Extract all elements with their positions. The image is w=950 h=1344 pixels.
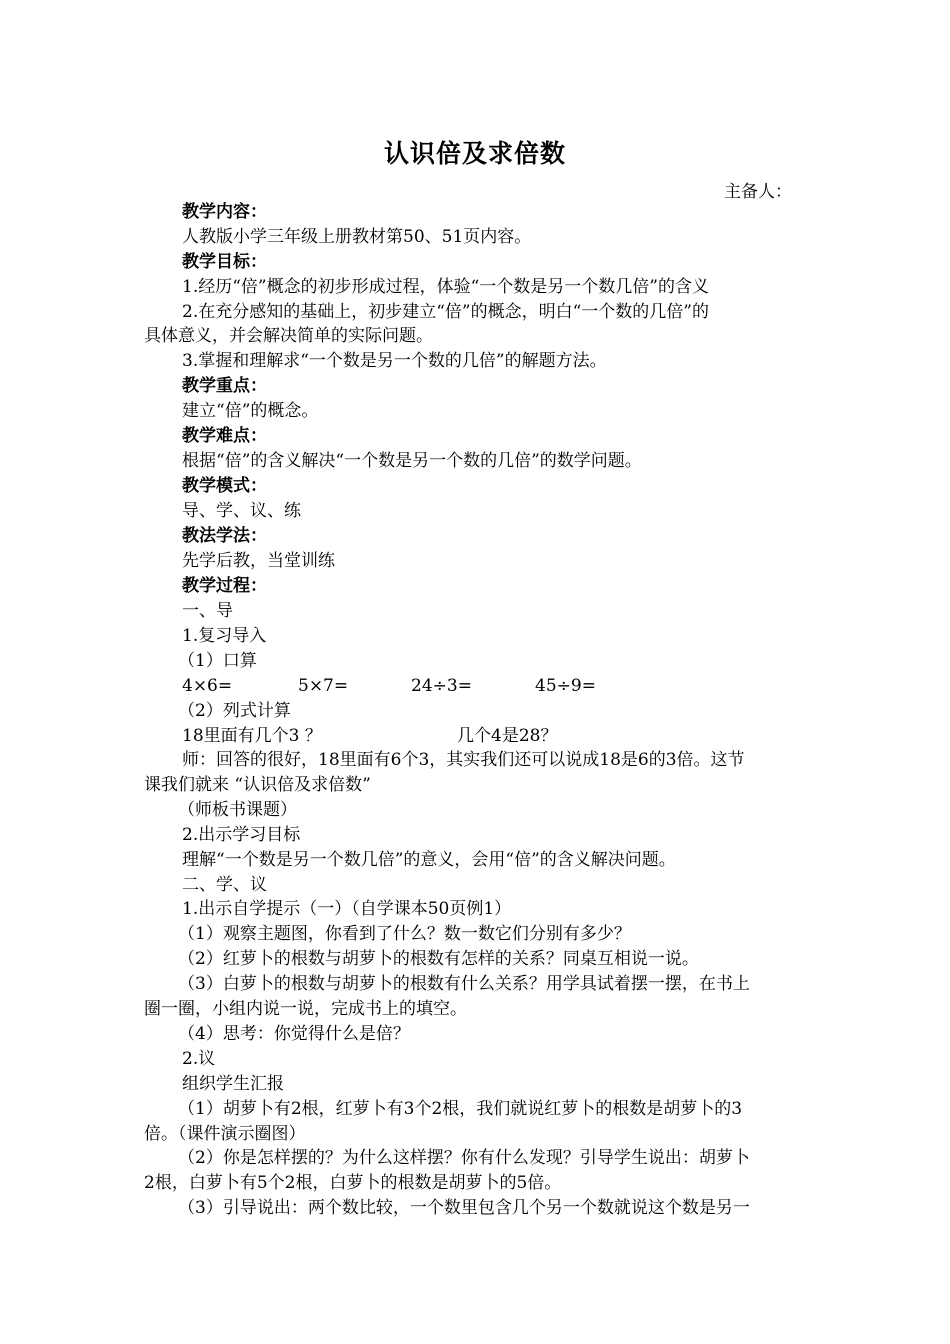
heading-methods: 教法学法： [182, 526, 267, 546]
paragraph-line: 导、学、议、练 [182, 501, 301, 521]
heading-content: 教学内容： [182, 202, 267, 222]
oral-calc-item: 4×6= [182, 676, 233, 696]
paragraph-line: 2.在充分感知的基础上，初步建立“倍”的概念，明白“一个数的几倍”的 [182, 302, 709, 322]
paragraph-line: 2根，白萝卜有5个2根，白萝卜的根数是胡萝卜的5倍。 [144, 1173, 562, 1193]
heading-key-points: 教学重点： [182, 376, 267, 396]
page-title: 认识倍及求倍数 [383, 139, 566, 168]
paragraph-line: 3.掌握和理解求“一个数是另一个数的几倍”的解题方法。 [182, 351, 607, 371]
paragraph-line: 圈一圈，小组内说一说，完成书上的填空。 [144, 999, 467, 1019]
paragraph-line: 组织学生汇报 [182, 1074, 284, 1094]
heading-objectives: 教学目标： [182, 252, 267, 272]
paragraph-line: （3）引导说出：两个数比较，一个数里包含几个另一个数就说这个数是另一 [178, 1198, 750, 1218]
paragraph-line: 2.议 [182, 1049, 216, 1069]
paragraph-line: 2.出示学习目标 [182, 825, 301, 845]
heading-process: 教学过程： [182, 576, 267, 596]
heading-mode: 教学模式： [182, 476, 267, 496]
paragraph-line: 一、导 [182, 601, 233, 621]
preparer-label: 主备人： [724, 182, 792, 202]
paragraph-line: （1）胡萝卜有2根，红萝卜有3个2根，我们就说红萝卜的根数是胡萝卜的3 [178, 1099, 743, 1119]
paragraph-line: 建立“倍”的概念。 [182, 401, 319, 421]
paragraph-line: 1.复习导入 [182, 626, 267, 646]
paragraph-line: 理解“一个数是另一个数几倍”的意义，会用“倍”的含义解决问题。 [182, 850, 676, 870]
paragraph-line: （师板书课题） [178, 800, 297, 820]
paragraph-line: 课我们就来 “认识倍及求倍数” [144, 775, 371, 795]
paragraph-line: （4）思考：你觉得什么是倍？ [178, 1024, 410, 1044]
paragraph-line: 具体意义，并会解决简单的实际问题。 [144, 326, 433, 346]
paragraph-line: 根据“倍”的含义解决“一个数是另一个数的几倍”的数学问题。 [182, 451, 642, 471]
oral-calc-item: 5×7= [298, 676, 349, 696]
paragraph-line: （2）红萝卜的根数与胡萝卜的根数有怎样的关系？同桌互相说一说。 [178, 949, 699, 969]
paragraph-line: （2）你是怎样摆的？为什么这样摆？你有什么发现？引导学生说出：胡萝卜 [178, 1148, 750, 1168]
paragraph-line: （3）白萝卜的根数与胡萝卜的根数有什么关系？用学具试着摆一摆，在书上 [178, 974, 750, 994]
paragraph-line: 二、学、议 [182, 875, 267, 895]
paragraph-line: 1.经历“倍”概念的初步形成过程，体验“一个数是另一个数几倍”的含义 [182, 277, 709, 297]
written-calc-item: 18里面有几个3 ？ [182, 726, 322, 746]
paragraph-line: （1）观察主题图，你看到了什么？数一数它们分别有多少？ [178, 924, 631, 944]
written-calc-item: 几个4是28？ [457, 726, 558, 746]
paragraph-line: 先学后教，当堂训练 [182, 551, 335, 571]
oral-calc-item: 45÷9= [535, 676, 596, 696]
paragraph-line: （2）列式计算 [178, 701, 291, 721]
paragraph-line: （1）口算 [178, 651, 257, 671]
heading-difficulties: 教学难点： [182, 426, 267, 446]
paragraph-line: 人教版小学三年级上册教材第50、51页内容。 [182, 227, 532, 247]
paragraph-line: 师：回答的很好，18里面有6个3，其实我们还可以说成18是6的3倍。这节 [182, 750, 745, 770]
oral-calc-item: 24÷3= [411, 676, 472, 696]
paragraph-line: 1.出示自学提示（一）（自学课本50页例1） [182, 899, 512, 919]
paragraph-line: 倍。（课件演示圈图） [144, 1124, 306, 1144]
